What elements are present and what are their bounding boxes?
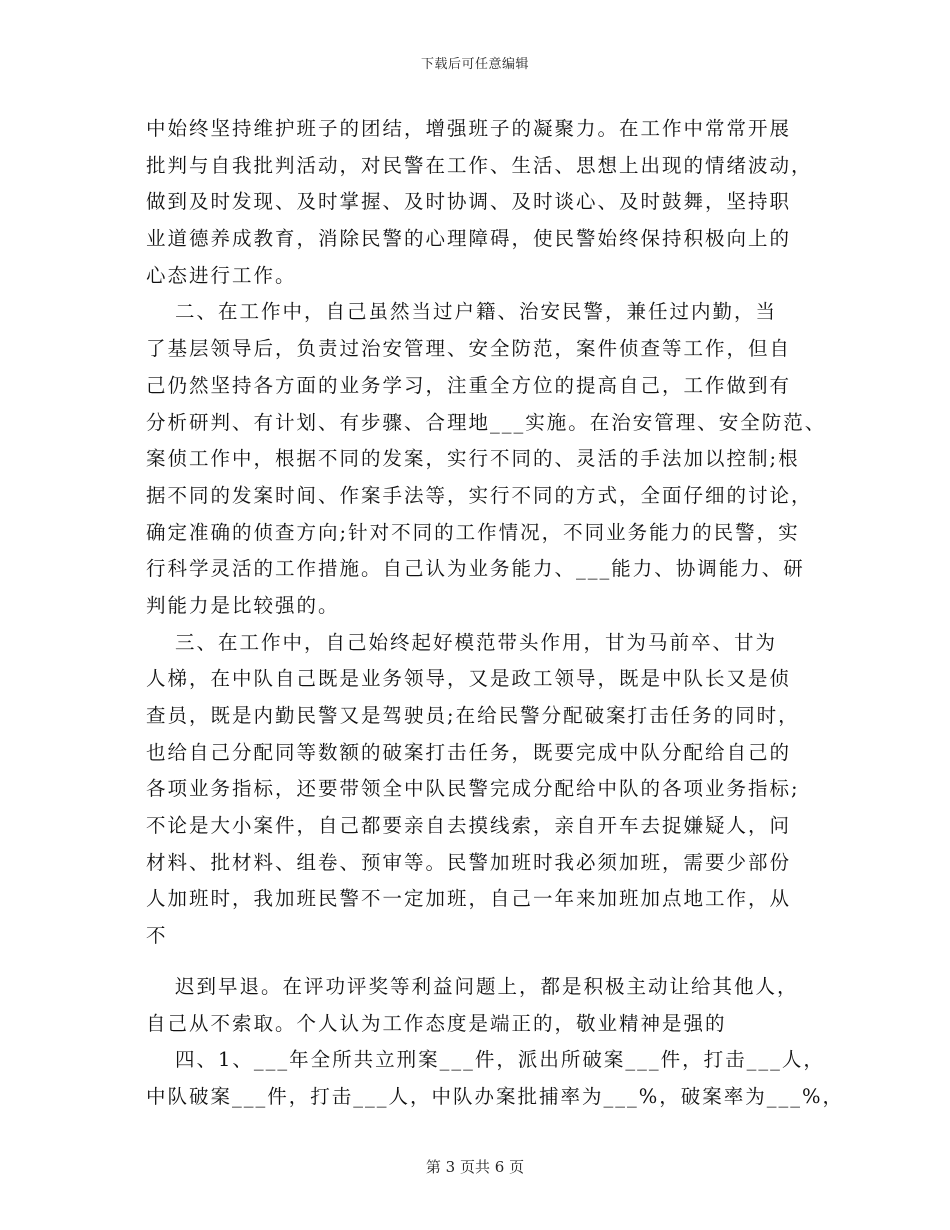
- text-line: 了基层领导后，负责过治安管理、安全防范，案件侦查等工作，但自: [146, 337, 792, 361]
- text-line: 也给自己分配同等数额的破案打击任务，既要完成中队分配给自己的: [146, 740, 792, 764]
- paragraph-3-start: 三、在工作中，自己始终起好模范带头作用，甘为马前卒、甘为: [175, 630, 778, 654]
- paragraph-gap: [146, 955, 826, 969]
- text-line: 不论是大小案件，自己都要亲自去摸线索，亲自开车去捉嫌疑人，问: [146, 814, 792, 838]
- paragraph-4-start: 迟到早退。在评功评奖等利益问题上，都是积极主动让给其他人，: [175, 974, 799, 998]
- text-line: 判能力是比较强的。: [146, 593, 340, 617]
- text-line: 分析研判、有计划、有步骤、合理地___实施。在治安管理、安全防范、: [146, 410, 827, 434]
- text-line: 人加班时，我加班民警不一定加班，自己一年来加班加点地工作，从: [146, 887, 792, 911]
- text-line: 批判与自我批判活动，对民警在工作、生活、思想上出现的情绪波动，: [146, 153, 813, 177]
- text-line: 心态进行工作。: [146, 263, 297, 287]
- text-line: 做到及时发现、及时掌握、及时协调、及时谈心、及时鼓舞，坚持职: [146, 190, 792, 214]
- paragraph-5-start: 四、1、___年全所共立刑案___件，派出所破案___件，打击___人，: [175, 1048, 825, 1072]
- paragraph-2-start: 二、在工作中，自己虽然当过户籍、治安民警，兼任过内勤，当: [175, 300, 778, 324]
- page-footer: 第 3 页共 6 页: [425, 1158, 525, 1176]
- page-header: 下载后可任意编辑: [420, 57, 529, 72]
- text-line: 中队破案___件，打击___人，中队办案批捕率为___%，破案率为___%，: [146, 1084, 845, 1108]
- text-line: 案侦工作中，根据不同的发案，实行不同的、灵活的手法加以控制;根: [146, 447, 800, 471]
- text-line: 人梯，在中队自己既是业务领导，又是政工领导，既是中队长又是侦: [146, 667, 792, 691]
- text-line: 确定准确的侦查方向;针对不同的工作情况，不同业务能力的民警，实: [146, 520, 800, 544]
- document-body: [146, 111, 845, 1116]
- text-line: 查员，既是内勤民警又是驾驶员;在给民警分配破案打击任务的同时，: [146, 704, 800, 727]
- text-line: 中始终坚持维护班子的团结，增强班子的凝聚力。在工作中常常开展: [146, 117, 792, 140]
- text-line: 不: [146, 924, 168, 948]
- text-line: 业道德养成教育，消除民警的心理障碍，使民警始终保持积极向上的: [146, 227, 792, 251]
- text-line: 各项业务指标，还要带领全中队民警完成分配给中队的各项业务指标;: [146, 777, 800, 801]
- text-line: 材料、批材料、组卷、预审等。民警加班时我必须加班，需要少部份: [146, 850, 792, 874]
- text-line: 行科学灵活的工作措施。自己认为业务能力、___能力、协调能力、研: [146, 557, 805, 581]
- text-line: 己仍然坚持各方面的业务学习，注重全方位的提高自己，工作做到有: [146, 373, 792, 397]
- text-line: 自己从不索取。个人认为工作态度是端正的，敬业精神是强的: [146, 1011, 727, 1035]
- text-line: 据不同的发案时间、作案手法等，实行不同的方式，全面仔细的讨论，: [146, 483, 813, 507]
